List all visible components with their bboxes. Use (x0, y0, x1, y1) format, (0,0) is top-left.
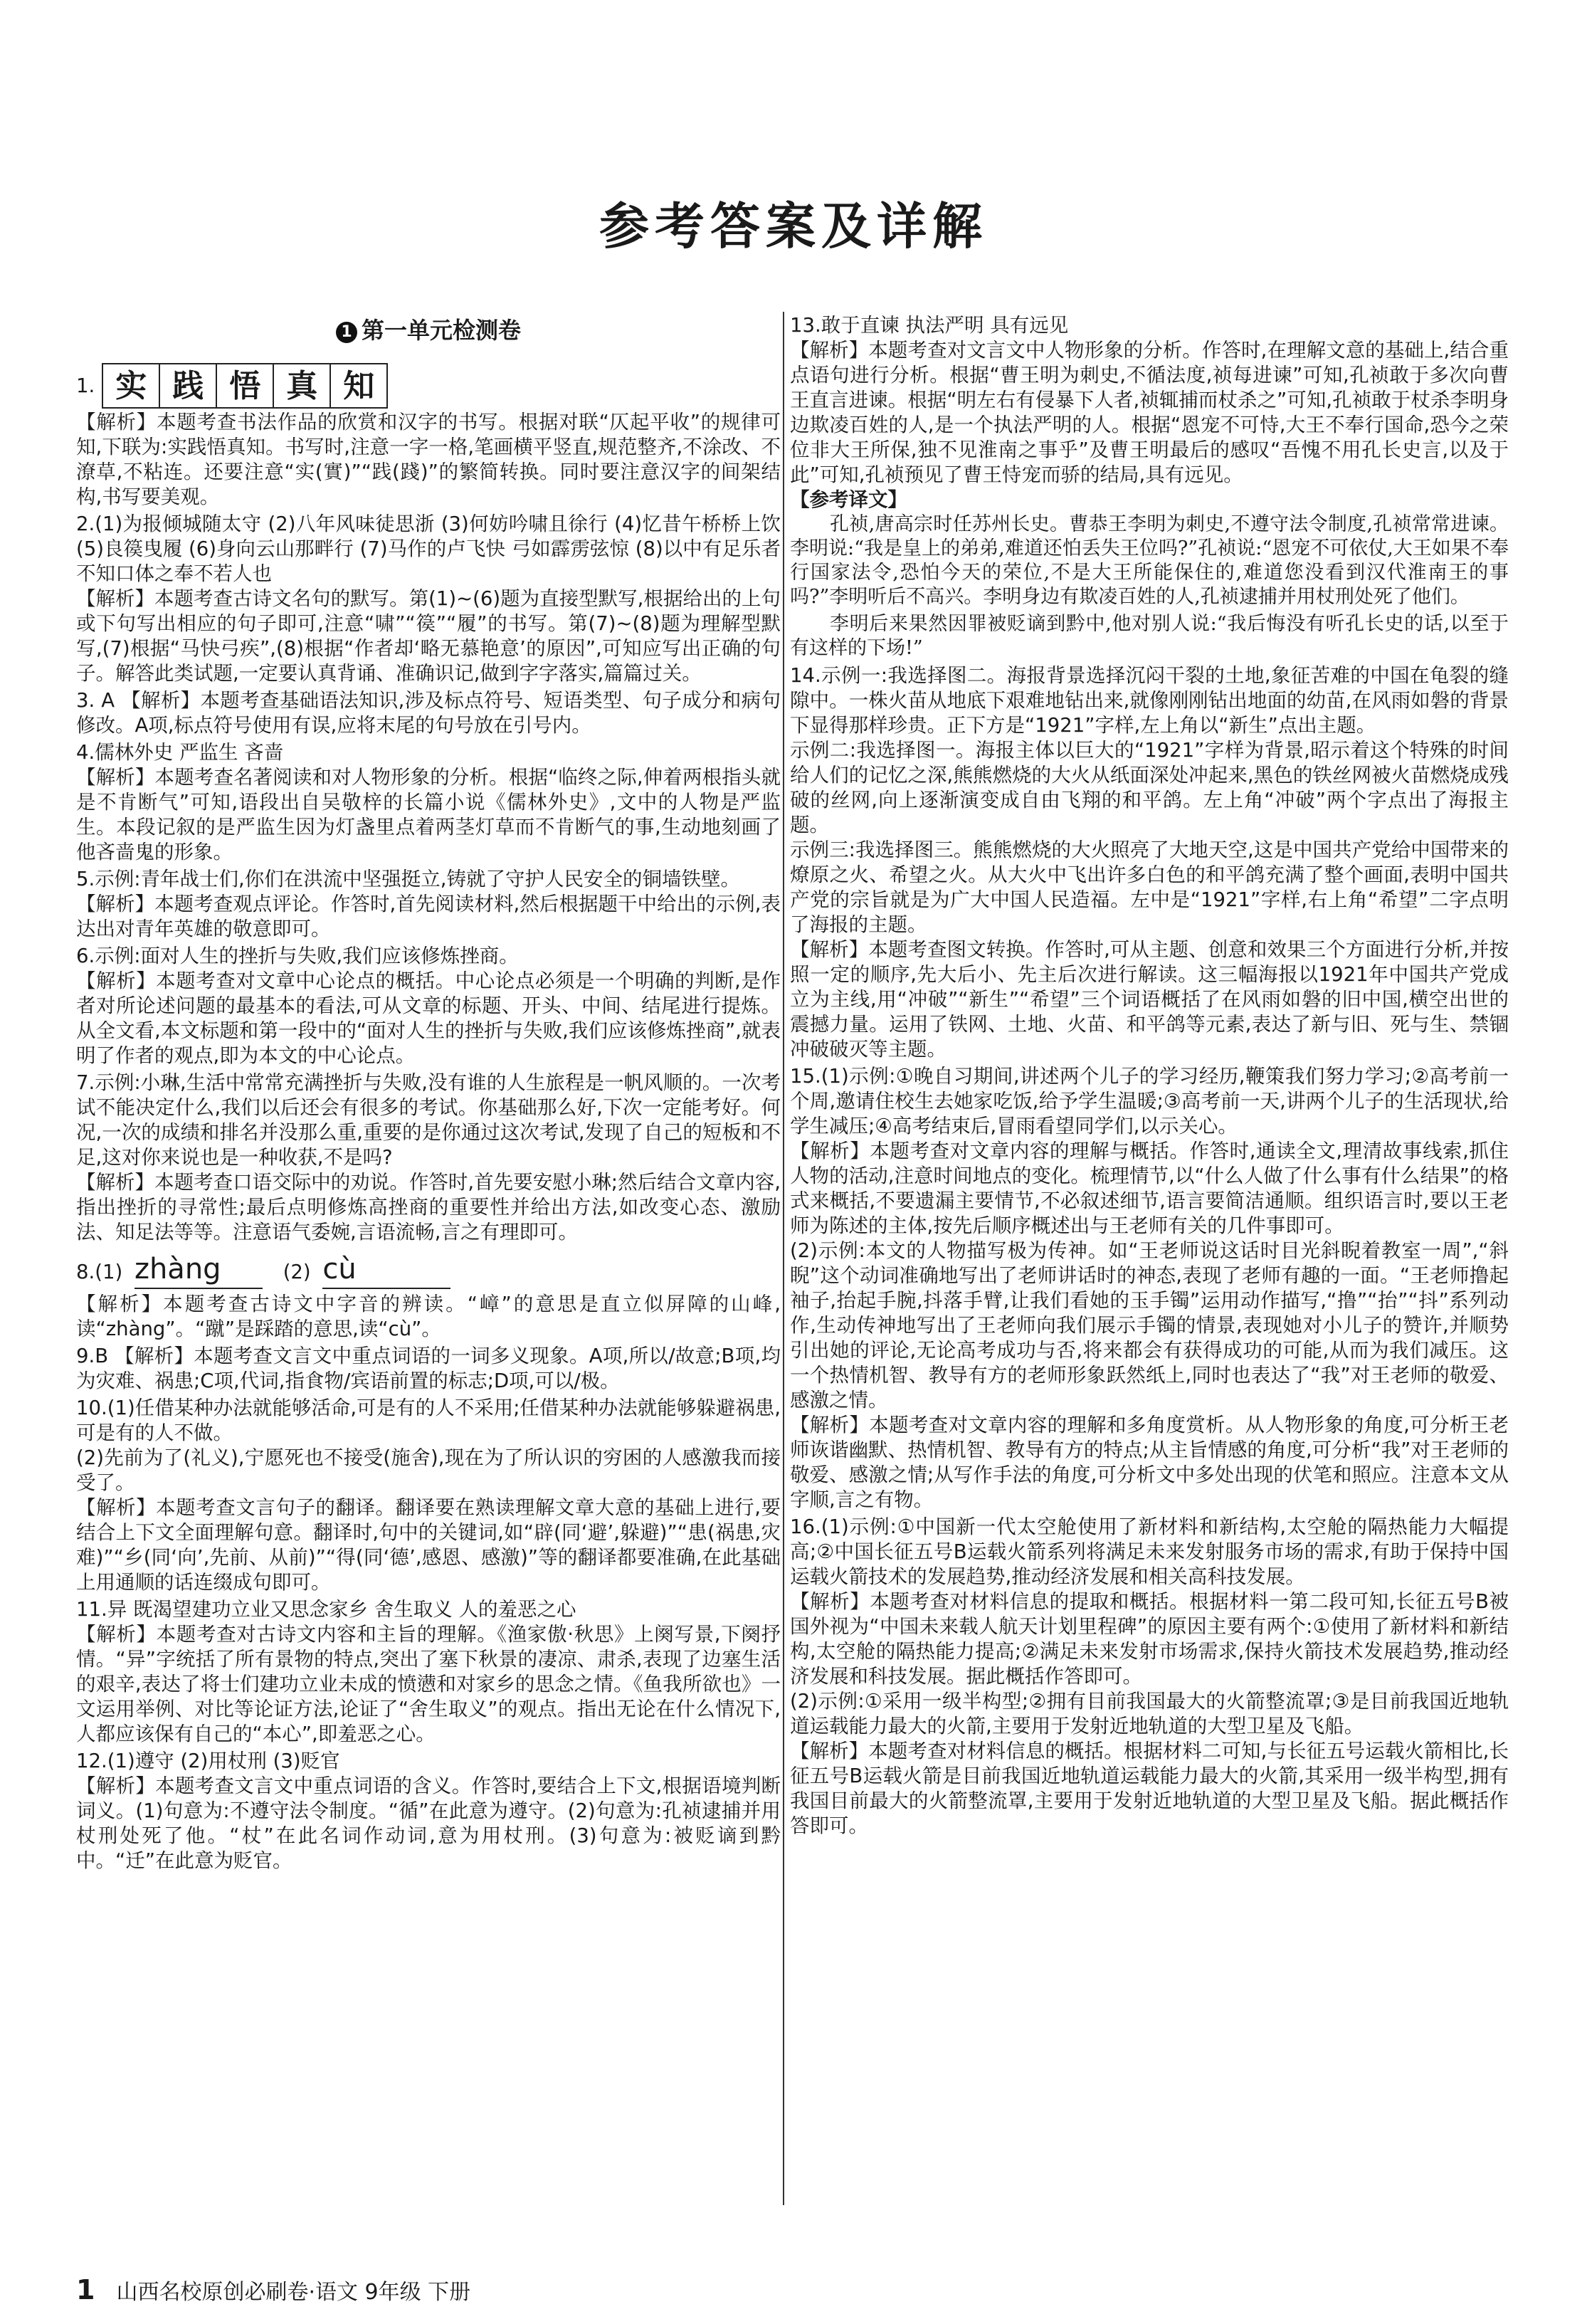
translation-text: 孔祯,唐高宗时任苏州长史。曹恭王李明为刺史,不遵守法令制度,孔祯常常进谏。李明说:“我是皇上的弟弟,难道还怕丢失王位吗?”孔祯说:“恩宠不可依仗,大王如果不奉行国家法令,恐怕今天的荣位,不是大王所能保住的,难道您没看到汉代淮南王的事吗?”李明听后不高兴。李明身边有欺凌百姓的人,孔祯逮捕并用杖刑处死了他们。 (790, 513, 1509, 608)
explanation: 【解析】本题考查对文言文中人物形象的分析。作答时,在理解文意的基础上,结合重点语句进行分析。根据“曹王明为刺史,不循法度,祯每进谏”可知,孔祯敢于多次向曹王直言进谏。根据“明左右有侵暴下人者,祯辄捕而杖杀之”可知,孔祯敢于杖杀李明身边欺凌百姓的人,是一个执法严明的人。根据“恩宠不可恃,大王不奉行国命,恐今之荣位非大王所保,独不见淮南之事乎”及曹王明最后的感叹“吾愧不用孔长史言,以及于此”可知,孔祯预见了曹王恃宠而骄的结局,具有远见。 (790, 339, 1509, 486)
sub-label: (2) (283, 1261, 311, 1283)
pinyin-answer: cù (322, 1251, 450, 1289)
answer-13 (790, 313, 1509, 661)
section-title (76, 313, 781, 347)
explanation: 【解析】本题考查对古诗文内容和主旨的理解。《渔家傲·秋思》上阕写景,下阕抒情。“异”字统括了所有景物的特点,突出了塞下秋景的凄凉、肃杀,表现了边塞生活的艰辛,表达了将士们建功立业未成的愤懑和对家乡的思念之情。《鱼我所欲也》一文运用举例、对比等论证方法,论证了“舍生取义”的观点。指出无论在什么情况下,人都应该保有自己的“本心”,即羞恶之心。 (76, 1623, 781, 1745)
answer-text: 9.B 【解析】本题考查文言文中重点词语的一词多义现象。A项,所以/故意;B项,均为灾难、祸患;C项,代词,指食物/宾语前置的标志;D项,可以/极。 (76, 1345, 781, 1392)
explanation: 【解析】本题考查对材料信息的概括。根据材料二可知,与长征五号运载火箭相比,长征五号B运载火箭是目前我国近地轨道运载能力最大的火箭,其采用一级半构型,拥有我国目前最大的火箭整流罩,主要用于发射近地轨道的大型卫星及飞船。据此概括作答即可。 (790, 1740, 1509, 1837)
answer-text: 7.示例:小琳,生活中常常充满挫折与失败,没有谁的人生旅程是一帆风顺的。一次考试不能决定什么,我们以后还会有很多的考试。你基础那么好,下次一定能考好。何况,一次的成绩和排名并没那么重,重要的是你通过这次考试,发现了自己的短板和不足,这对你来说也是一种收获,不是吗? (76, 1071, 781, 1169)
explanation: 【解析】本题考查图文转换。作答时,可从主题、创意和效果三个方面进行分析,并按照一定的顺序,先大后小、先主后次进行解读。这三幅海报以1921年中国共产党成立为主线,用“冲破”“新生”“希望”三个词语概括了在风雨如磐的旧中国,横空出世的震撼力量。运用了铁网、土地、火苗、和平鸽等元素,表达了新与旧、死与生、禁锢冲破破灭等主题。 (790, 938, 1509, 1061)
explanation: 【解析】本题考查文言句子的翻译。翻译要在熟读理解文章大意的基础上进行,要结合上下文全面理解句意。翻译时,句中的关键词,如“辟(同‘避’,躲避)”“患(祸患,灾难)”“乡(同‘向’,先前、从前)”“得(同‘德’,感恩、感激)”等的翻译都要准确,在此基础上用通顺的话连缀成句即可。 (76, 1496, 781, 1594)
calligraphy-grid (102, 363, 388, 409)
sub-label: 8.(1) (76, 1261, 123, 1283)
explanation: 【解析】本题考查古诗文中字音的辨读。“嶂”的意思是直立似屏障的山峰,读“zhàng”。“蹴”是踩踏的意思,读“cù”。 (76, 1293, 781, 1340)
answer-9 (76, 1344, 781, 1394)
answer-text: 示例三:我选择图三。熊熊燃烧的大火照亮了大地天空,这是中国共产党给中国带来的燎原之火、希望之火。从大火中飞出许多白色的和平鸽充满了整个画面,表明中国共产党的宗旨就是为广大中国人民造福。左中是“1921”字样,右上角“希望”二字点明了海报的主题。 (790, 838, 1509, 936)
page-number: 1 (76, 2274, 95, 2305)
section-label: 第一单元检测卷 (361, 317, 521, 344)
explanation: 【解析】本题考查名著阅读和对人物形象的分析。根据“临终之际,伸着两根指头就是不肯断气”可知,语段出自吴敬梓的长篇小说《儒林外史》,文中的人物是严监生。本段记叙的是严监生因为灯盏里点着两茎灯草而不肯断气的事,生动地刻画了他吝啬鬼的形象。 (76, 766, 781, 863)
calligraphy-char: 践 (160, 364, 217, 407)
answer-text: 2.(1)为报倾城随太守 (2)八年风味徒思浙 (3)何妨吟啸且徐行 (4)忆昔午桥桥上饮 (5)良篌曳履 (6)身向云山那畔行 (7)马作的卢飞快 弓如霹雳弦惊 (8)以中有足乐者 不知口体之奉不若人也 (76, 512, 781, 585)
answer-text: (2)示例:本文的人物描写极为传神。如“王老师说这话时目光斜睨着教室一周”,“斜睨”这个动词准确地写出了老师讲话时的神态,表现了老师有趣的一面。“王老师撸起袖子,抬起手腕,抖落手臂,让我们看她的玉手镯”运用动作描写,“撸”“抬”“抖”系列动作,生动传神地写出了王老师向我们展示手镯的情景,表现她对小儿子的赞许,并顺势引出她的评论,无论高考成功与否,将来都会有获得成功的可能,从而为我们减压。这一个热情机智、教导有方的老师形象跃然纸上,同时也表达了“我”对王老师的敬爱、感激之情。 (790, 1239, 1509, 1411)
page-title: 参考答案及详解 (599, 197, 988, 256)
question-number: 1. (76, 374, 95, 397)
pinyin-answer: zhàng (135, 1251, 263, 1289)
footer-text: 山西名校原创必刷卷·语文 9年级 下册 (116, 2280, 471, 2305)
explanation: 【解析】本题考查对文章内容的理解和多角度赏析。从人物形象的角度,可分析王老师诙谐幽默、热情机智、教导有方的特点;从主旨情感的角度,可分析“我”对王老师的敬爱、感激之情;从写作手法的角度,可分析文中多处出现的伏笔和照应。注意本文从字顺,言之有物。 (790, 1414, 1509, 1511)
answer-4 (76, 740, 781, 865)
answer-3 (76, 688, 781, 738)
answer-8 (76, 1251, 781, 1342)
answer-text: 3. A 【解析】本题考查基础语法知识,涉及标点符号、短语类型、句子成分和病句修改。A项,标点符号使用有误,应将末尾的句号放在引号内。 (76, 689, 781, 737)
explanation: 【解析】本题考查文言文中重点词语的含义。作答时,要结合上下文,根据语境判断词义。(1)句意为:不遵守法令制度。“循”在此意为遵守。(2)句意为:孔祯逮捕并用杖刑处死了他。“杖”在此名词作动词,意为用杖刑。(3)句意为:被贬谪到黔中。“迁”在此意为贬官。 (76, 1774, 781, 1872)
answer-text: 示例二:我选择图一。海报主体以巨大的“1921”字样为背景,昭示着这个特殊的时间给人们的记忆之深,熊熊燃烧的大火从纸面深处冲起来,黑色的铁丝网被火苗燃烧成残破的丝网,向上逐渐演变成自由飞翔的和平鸽。左上角“冲破”两个字点出了海报主题。 (790, 739, 1509, 836)
answer-7 (76, 1071, 781, 1245)
answer-text: 10.(1)任借某种办法就能够活命,可是有的人不采用;任借某种办法就能够躲避祸患,可是有的人不做。 (76, 1397, 781, 1444)
translation-text: 李明后来果然因罪被贬谪到黔中,他对别人说:“我后悔没有听孔长史的话,以至于有这样的下场!” (790, 613, 1509, 659)
answer-12 (76, 1749, 781, 1873)
answer-15 (790, 1064, 1509, 1513)
answer-text: (2)示例:①采用一级半构型;②拥有目前我国最大的火箭整流罩;③是目前我国近地轨道运载能力最大的火箭,主要用于发射近地轨道的大型卫星及飞船。 (790, 1690, 1509, 1737)
calligraphy-char: 真 (274, 364, 331, 407)
answer-text: 15.(1)示例:①晚自习期间,讲述两个儿子的学习经历,鞭策我们努力学习;②高考前一个周,邀请住校生去她家吃饭,给予学生温暖;③高考前一天,讲两个儿子的生活现状,给学生减压;④高考结束后,冒雨看望同学们,以示关心。 (790, 1065, 1509, 1137)
translation-label: 【参考译文】 (790, 488, 907, 511)
section-number-badge: 1 (336, 322, 357, 343)
explanation: 【解析】本题考查对文章内容的理解与概括。作答时,通读全文,理清故事线索,抓住人物的活动,注意时间地点的变化。梳理情节,以“什么人做了什么事有什么结果”的格式来概括,不要遗漏主要情节,不必叙述细节,语言要简洁通顺。组织语言时,要以王老师为陈述的主体,按先后顺序概述出与王老师有关的几件事即可。 (790, 1140, 1509, 1237)
answer-6 (76, 944, 781, 1068)
explanation: 【解析】本题考查书法作品的欣赏和汉字的书写。根据对联“仄起平收”的规律可知,下联为:实践悟真知。书写时,注意一字一格,笔画横平竖直,规范整齐,不涂改、不潦草,不粘连。还要注意“实(實)”“践(踐)”的繁简转换。同时要注意汉字的间架结构,书写要美观。 (76, 411, 781, 508)
column-divider (783, 312, 784, 2205)
explanation: 【解析】本题考查古诗文名句的默写。第(1)~(6)题为直接型默写,根据给出的上句或下句写出相应的句子即可,注意“啸”“篌”“履”的书写。第(7)~(8)题为理解型默写,(7)根据“马快弓疾”,(8)根据“作者却‘略无慕艳意’的原因”,可知应写出正确的句子。解答此类试题,一定要认真背诵、准确识记,做到字字落实,篇篇过关。 (76, 587, 781, 685)
right-column (790, 313, 1509, 1841)
calligraphy-char: 知 (343, 367, 375, 404)
answer-text: 12.(1)遵守 (2)用杖刑 (3)贬官 (76, 1750, 340, 1772)
answer-16 (790, 1515, 1509, 1839)
answer-14 (790, 663, 1509, 1062)
answer-text: 4.儒林外史 严监生 吝啬 (76, 741, 284, 764)
answer-5 (76, 867, 781, 942)
explanation: 【解析】本题考查对材料信息的提取和概括。根据材料一第二段可知,长征五号B被国外视为“中国未来载人航天计划里程碑”的原因主要有两个:①使用了新材料和新结构,太空舱的隔热能力提高;②满足未来发射市场需求,保持火箭技术发展趋势,推动经济发展和科技发展。据此概括作答即可。 (790, 1590, 1509, 1688)
answer-2 (76, 512, 781, 686)
answer-text: 11.异 既渴望建功立业又思念家乡 舍生取义 人的羞恶之心 (76, 1598, 576, 1621)
answer-10 (76, 1396, 781, 1595)
pinyin-row (76, 1251, 781, 1289)
calligraphy-row (76, 363, 781, 409)
explanation: 【解析】本题考查观点评论。作答时,首先阅读材料,然后根据题干中给出的示例,表达出对青年英雄的敬意即可。 (76, 893, 781, 940)
answer-text: 13.敢于直谏 执法严明 具有远见 (790, 314, 1069, 337)
answer-1 (76, 363, 781, 510)
answer-text: 16.(1)示例:①中国新一代太空舱使用了新材料和新结构,太空舱的隔热能力大幅提高;②中国长征五号B运载火箭系列将满足未来发射服务市场的需求,有助于保持中国运载火箭技术的发展趋势,推动经济发展和相关高科技发展。 (790, 1515, 1509, 1588)
explanation: 【解析】本题考查对文章中心论点的概括。中心论点必须是一个明确的判断,是作者对所论述问题的最基本的看法,可从文章的标题、开头、中间、结尾进行提炼。从全文看,本文标题和第一段中的“面对人生的挫折与失败,我们应该修炼挫商”,就表明了作者的观点,即为本文的中心论点。 (76, 969, 781, 1067)
answer-text: 14.示例一:我选择图二。海报背景选择沉闷干裂的土地,象征苦难的中国在龟裂的缝隙中。一株火苗从地底下艰难地钻出来,就像刚刚钻出地面的幼苗,在风雨如磐的背景下显得那样珍贵。正下方是“1921”字样,左上角以“新生”点出主题。 (790, 664, 1509, 737)
left-column (76, 313, 781, 1876)
answer-11 (76, 1597, 781, 1747)
answer-text: 6.示例:面对人生的挫折与失败,我们应该修炼挫商。 (76, 945, 519, 967)
calligraphy-char: 实 (103, 364, 160, 407)
explanation: 【解析】本题考查口语交际中的劝说。作答时,首先要安慰小琳;然后结合文章内容,指出挫折的寻常性;最后点明修炼高挫商的重要性并给出方法,如改变心态、激励法、知足法等等。注意语气委婉,言语流畅,言之有理即可。 (76, 1171, 781, 1244)
page-footer (76, 2274, 470, 2305)
calligraphy-char: 悟 (217, 364, 274, 407)
answer-text: 5.示例:青年战士们,你们在洪流中坚强挺立,铸就了守护人民安全的铜墙铁壁。 (76, 868, 740, 890)
answer-text: (2)先前为了(礼义),宁愿死也不接受(施舍),现在为了所认识的穷困的人感激我而接受了。 (76, 1446, 781, 1494)
